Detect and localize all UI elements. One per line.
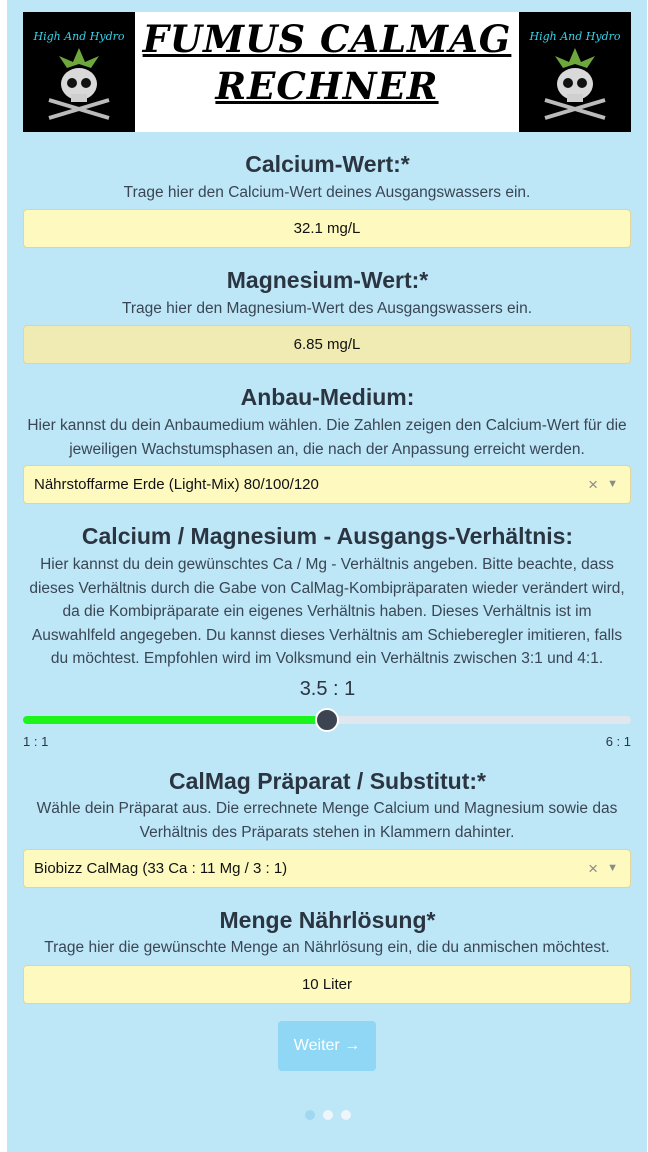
logo-left bbox=[23, 12, 135, 132]
title-line-1: FUMUS CALMAG bbox=[142, 17, 512, 61]
amount-description: Trage hier die gewünschte Menge an Nährlösung ein, die du anmischen möchtest. bbox=[44, 939, 610, 956]
product-description: Wähle dein Präparat aus. Die errechnete Menge Calcium und Magnesium sowie das Verhältnis des Präparats stehen in Klammern dahinter. bbox=[36, 800, 618, 841]
product-select[interactable] bbox=[23, 849, 631, 888]
title-line-2: RECHNER bbox=[215, 64, 439, 108]
step-dot[interactable] bbox=[323, 1110, 333, 1120]
header-banner bbox=[23, 12, 631, 132]
magnesium-description: Trage hier den Magnesium-Wert des Ausgangswassers ein. bbox=[121, 300, 533, 317]
product-heading: CalMag Präparat / Substitut:* bbox=[169, 768, 486, 794]
medium-description: Hier kannst du dein Anbaumedium wählen. Die Zahlen zeigen den Calcium-Wert für die jeweiligen Wachstumsphasen an, die nach der Anpassung erreicht werden. bbox=[27, 417, 627, 458]
product-selected-value: Biobizz CalMag (33 Ca : 11 Mg / 3 : 1) bbox=[34, 860, 288, 877]
ratio-heading: Calcium / Magnesium - Ausgangs-Verhältnis: bbox=[81, 523, 574, 549]
step-dot[interactable] bbox=[305, 1110, 315, 1120]
magnesium-input[interactable]: 6.85 mg/L bbox=[23, 325, 631, 364]
logo-text: High And Hydro bbox=[529, 30, 621, 43]
clear-icon[interactable]: × bbox=[588, 859, 598, 878]
calcium-heading: Calcium-Wert:* bbox=[245, 151, 410, 177]
medium-select[interactable] bbox=[23, 465, 631, 504]
ratio-slider-handle[interactable] bbox=[315, 708, 339, 732]
step-indicator bbox=[0, 1107, 648, 1125]
calcium-description: Trage hier den Calcium-Wert deines Ausgangswassers ein. bbox=[123, 184, 531, 201]
page-title bbox=[135, 16, 519, 110]
clear-icon[interactable]: × bbox=[588, 475, 598, 494]
logo-right bbox=[519, 12, 631, 132]
skull-icon bbox=[39, 44, 119, 124]
dropdown-arrow-icon[interactable]: ▼ bbox=[607, 862, 618, 874]
dropdown-arrow-icon[interactable]: ▼ bbox=[607, 478, 618, 490]
ratio-max-label: 6 : 1 bbox=[605, 734, 631, 749]
medium-selected-value: Nährstoffarme Erde (Light-Mix) 80/100/120 bbox=[34, 476, 319, 493]
calcium-input[interactable]: 32.1 mg/L bbox=[23, 209, 631, 248]
ratio-min-label: 1 : 1 bbox=[23, 734, 49, 749]
amount-input[interactable]: 10 Liter bbox=[23, 965, 631, 1004]
amount-heading: Menge Nährlösung* bbox=[219, 907, 436, 933]
ratio-value-label: 3.5 : 1 bbox=[299, 678, 356, 700]
magnesium-heading: Magnesium-Wert:* bbox=[226, 267, 429, 293]
skull-icon bbox=[535, 44, 615, 124]
ratio-slider-fill bbox=[23, 716, 327, 724]
ratio-description: Hier kannst du dein gewünschtes Ca / Mg - Verhältnis angeben. Bitte beachte, dass dieses Verhältnis durch die Gabe von CalMag-Kombipräparaten wieder verändert wird, da die Kombipräparate ein eigenes Verhältnis haben. Dieses Verhältnis ist im Auswahlfeld angegeben. Du kannst dieses Verhältnis am Schieberegler imitieren, falls du möchtest. Empfohlen wird im Volksmund ein Verhältnis zwischen 3:1 und 4:1. bbox=[29, 556, 625, 667]
step-dot[interactable] bbox=[341, 1110, 351, 1120]
medium-heading: Anbau-Medium: bbox=[240, 384, 415, 410]
next-button[interactable]: Weiter → bbox=[278, 1021, 376, 1071]
ratio-slider-track[interactable] bbox=[23, 716, 631, 724]
logo-text: High And Hydro bbox=[33, 30, 125, 43]
